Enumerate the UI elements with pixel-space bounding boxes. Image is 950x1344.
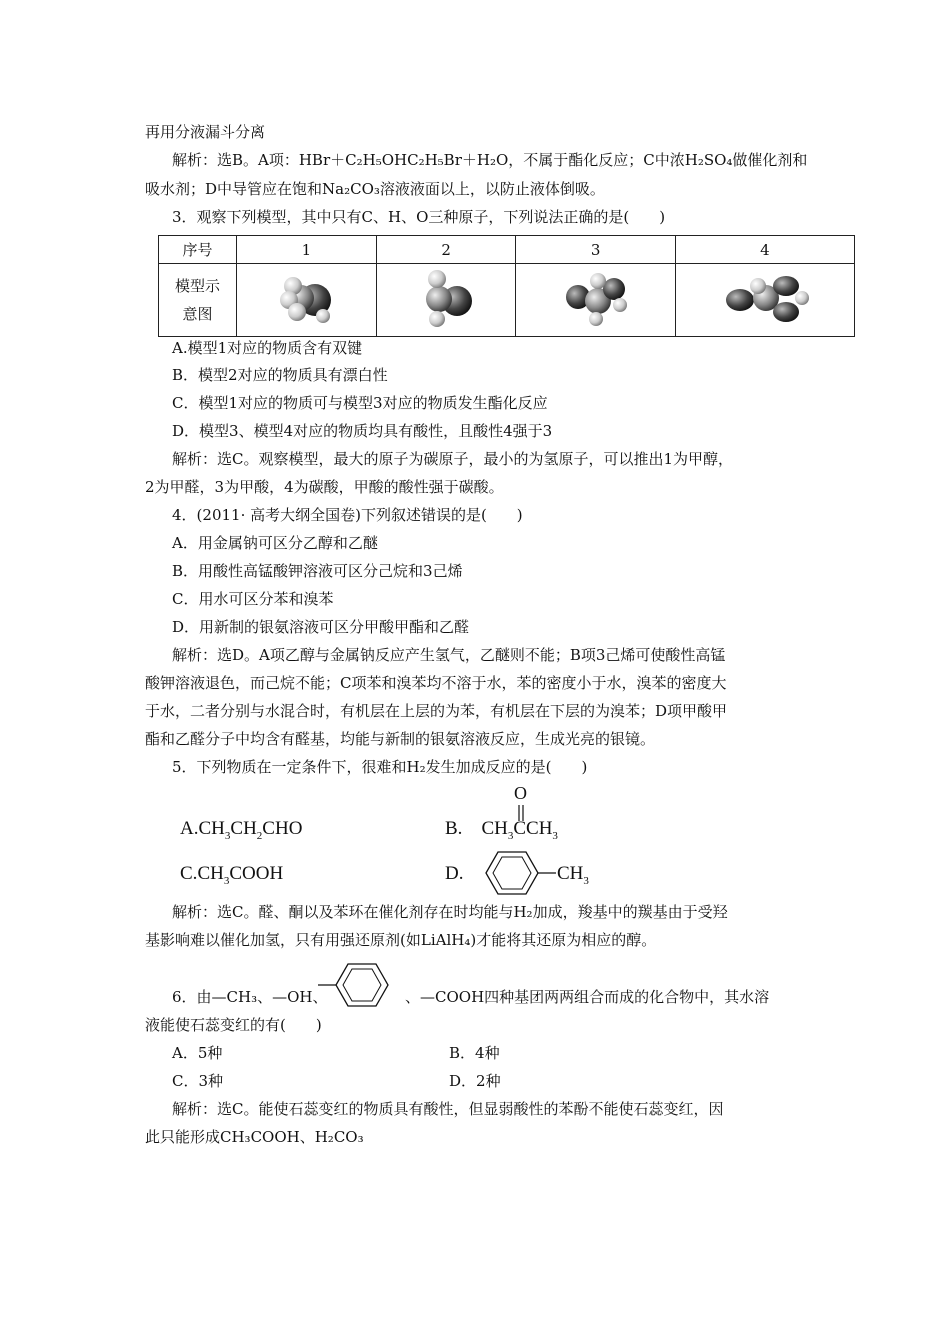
row-label-part: 意图 [182,305,213,323]
model-4-cell [675,264,854,337]
question-3: 3．观察下列模型，其中只有C、H、O三种原子，下列说法正确的是( ) [172,208,666,226]
q3-option-a: A.模型1对应的物质含有双键 [172,339,363,357]
q6-option-b: B．4种 [449,1044,500,1062]
q5-option-b: B. $CH_3CCH_3$ [445,818,558,842]
question-6-line2: 液能使石蕊变红的有( ) [145,1016,322,1034]
model-3-cell [516,264,675,337]
model-1-image [271,268,341,328]
question-4: 4．(2011· 高考大纲全国卷)下列叙述错误的是( ) [172,506,523,524]
table-col-1: 1 [237,236,377,264]
carbonyl-oxygen: O [514,783,527,803]
phenyl-group-icon [318,960,418,1010]
q3-option-c: C．模型1对应的物质可与模型3对应的物质发生酯化反应 [172,394,548,412]
toluene-ring-icon [474,848,554,898]
question-6-end: 、—COOH四种基团两两组合而成的化合物中，其水溶 [405,988,770,1006]
table-col-3: 3 [516,236,675,264]
q4-option-b: B．用酸性高锰酸钾溶液可区分己烷和3己烯 [172,562,463,580]
option-label: C. [180,863,198,884]
q3-option-b: B．模型2对应的物质具有漂白性 [172,366,388,384]
table-header-index: 序号 [159,236,237,264]
q4-answer-line: 于水，二者分别与水混合时，有机层在上层的为苯，有机层在下层的为溴苯；D项甲酸甲 [145,702,728,720]
option-label: A. [180,818,199,839]
q4-option-c: C．用水可区分苯和溴苯 [172,590,334,608]
q4-answer-line: 酯和乙醛分子中均含有醛基，均能与新制的银氨溶液反应，生成光亮的银镜。 [145,730,656,748]
model-3-image [556,267,636,329]
model-1-cell [237,264,377,337]
q6-answer-line: 此只能形成CH₃COOH、H₂CO₃ [145,1128,364,1146]
toluene-methyl: $CH_3$ [557,863,589,887]
q2-answer-line: 吸水剂；D中导管应在饱和Na₂CO₃溶液液面以上，以防止液体倒吸。 [145,180,605,198]
q5-option-a: $A.CH_3CH_2CHO$ [180,818,303,842]
q2-answer-line: 解析：选B。A项：HBr＋C₂H₅OHC₂H₅Br＋H₂O，不属于酯化反应；C中浓H₂SO₄做催化剂和 [172,151,808,169]
question-5: 5．下列物质在一定条件下，很难和H₂发生加成反应的是( ) [172,758,588,776]
q5-option-c: $C.CH_3COOH$ [180,863,284,887]
model-table [158,235,855,337]
table-col-4: 4 [675,236,854,264]
row-label-part: 模型示 [174,277,220,295]
table-col-2: 2 [376,236,516,264]
q3-option-d: D．模型3、模型4对应的物质均具有酸性，且酸性4强于3 [172,422,553,440]
model-2-cell [376,264,516,337]
q6-answer-line: 解析：选C。能使石蕊变红的物质具有酸性，但显弱酸性的苯酚不能使石蕊变红，因 [172,1100,724,1118]
q4-answer-line: 酸钾溶液退色，而己烷不能；C项苯和溴苯均不溶于水，苯的密度小于水，溴苯的密度大 [145,674,727,692]
q5-answer-line: 基影响难以催化加氢，只有用强还原剂(如LiAlH₄)才能将其还原为相应的醇。 [145,931,657,949]
q6-option-c: C．3种 [172,1072,224,1090]
text-line: 再用分液漏斗分离 [145,123,266,141]
q6-option-d: D．2种 [449,1072,501,1090]
model-2-image [411,267,481,329]
q4-option-d: D．用新制的银氨溶液可区分甲酸甲酯和乙醛 [172,618,470,636]
q4-answer-line: 解析：选D。A项乙醇与金属钠反应产生氢气，乙醚则不能；B项3己烯可使酸性高锰 [172,646,726,664]
q4-option-a: A．用金属钠可区分乙醇和乙醚 [172,534,378,552]
q6-option-a: A．5种 [172,1044,223,1062]
question-6-start: 6．由—CH₃、—OH、 [172,988,328,1006]
q5-answer-line: 解析：选C。醛、酮以及苯环在催化剂存在时均能与H₂加成，羧基中的羰基由于受羟 [172,903,728,921]
q3-answer-line: 解析：选C。观察模型，最大的原子为碳原子，最小的为氢原子，可以推出1为甲醇， [172,450,734,468]
table-row-label [159,264,237,337]
q5-option-d-label: D. [445,863,464,884]
option-label: B. [445,818,463,839]
q3-answer-line: 2为甲醛，3为甲酸，4为碳酸，甲酸的酸性强于碳酸。 [145,478,504,496]
model-4-image [720,268,810,328]
